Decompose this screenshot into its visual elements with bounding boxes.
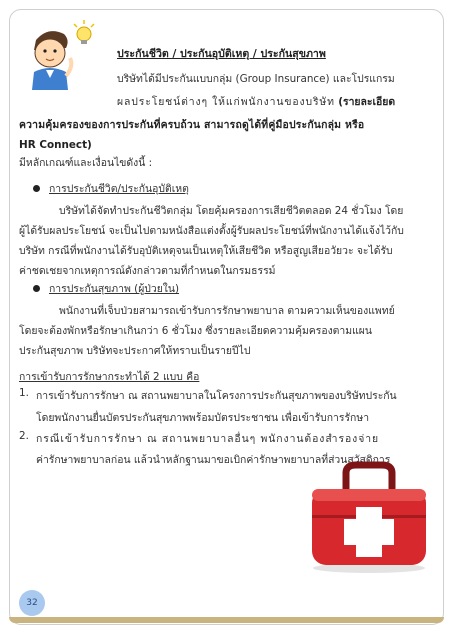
treatment-item-2-line-2: ค่ารักษาพยาบาลก่อน แล้วนำหลักฐานมาขอเบิกค่ารักษาพยาบาลที่ส่วนสวัสดิการ	[36, 454, 391, 466]
intro-line-5: มีหลักเกณฑ์และเงื่อนไขดังนี้ :	[19, 157, 153, 169]
health-line-2: โดยจะต้องพักหรือรักษาเกินกว่า 6 ชั่วโมง ซึ่งรายละเอียดความคุ้มครองตามแผน	[19, 325, 372, 337]
treatment-item-2-num: 2.	[19, 430, 29, 442]
life-line-1: บริษัทได้จัดทำประกันชีวิตกลุ่ม โดยคุ้มครองการเสียชีวิตตลอด 24 ชั่วโมง โดย	[59, 205, 404, 217]
treatment-item-1-num: 1.	[19, 387, 29, 399]
life-heading: การประกันชีวิต/ประกันอุบัติเหตุ	[49, 183, 189, 195]
treatment-item-1-line-1: การเข้ารับการรักษา ณ สถานพยาบาลในโครงการประกันสุขภาพของบริษัทประกัน	[36, 390, 397, 402]
health-heading: การประกันสุขภาพ (ผู้ป่วยใน)	[49, 283, 180, 295]
page-number: 32	[19, 590, 45, 616]
treatment-item-2-line-1: กรณีเข้ารับการรักษา ณ สถานพยาบาลอื่นๆ พนักงานต้องสำรองจ่าย	[36, 433, 380, 445]
treatment-item-1-line-2: โดยพนักงานยื่นบัตรประกันสุขภาพพร้อมบัตรประชาชน เพื่อเข้ารับการรักษา	[36, 412, 370, 424]
intro-line-1: บริษัทได้มีประกันแบบกลุ่ม (Group Insurance) และโปรแกรม	[117, 73, 395, 85]
page-bottom-bar	[9, 617, 444, 623]
intro-line-2-bold: (รายละเอียด	[338, 96, 396, 108]
health-line-1: พนักงานที่เจ็บป่วยสามารถเข้ารับการรักษาพยาบาล ตามความเห็นของแพทย์	[59, 305, 395, 317]
bullet-health	[33, 285, 40, 292]
health-line-3: ประกันสุขภาพ บริษัทจะประกาศให้ทราบเป็นรายปีไป	[19, 345, 251, 357]
life-line-4: ค่าชดเชยจากเหตุการณ์ดังกล่าวตามที่กำหนดในกรมธรรม์	[19, 265, 276, 277]
treatment-heading: การเข้ารับการรักษากระทำได้ 2 แบบ คือ	[19, 371, 200, 383]
intro-line-3: ความคุ้มครองของการประกันที่ครบถ้วน สามารถดูได้ที่คู่มือประกันกลุ่ม หรือ	[19, 119, 365, 131]
page-title: ประกันชีวิต / ประกันอุบัติเหตุ / ประกันสุขภาพ	[117, 48, 326, 60]
bullet-life	[33, 185, 40, 192]
life-line-2: ผู้ได้รับผลประโยชน์ จะเป็นไปตามหนังสือแต่งตั้งผู้รับผลประโยชน์ที่พนักงานได้แจ้งไว้กับ	[19, 225, 404, 237]
thinking-boy-lightbulb-icon	[18, 20, 98, 90]
first-aid-kit-icon	[306, 455, 432, 575]
intro-line-4: HR Connect)	[19, 139, 92, 151]
intro-line-2	[117, 93, 395, 110]
intro-line-2-text: ผลประโยชน์ต่างๆ ให้แก่พนักงานของบริษัท	[117, 96, 335, 108]
life-line-3: บริษัท กรณีที่พนักงานได้รับอุบัติเหตุจนเป็นเหตุให้เสียชีวิต หรือสูญเสียอวัยวะ จะได้รับ	[19, 245, 393, 257]
